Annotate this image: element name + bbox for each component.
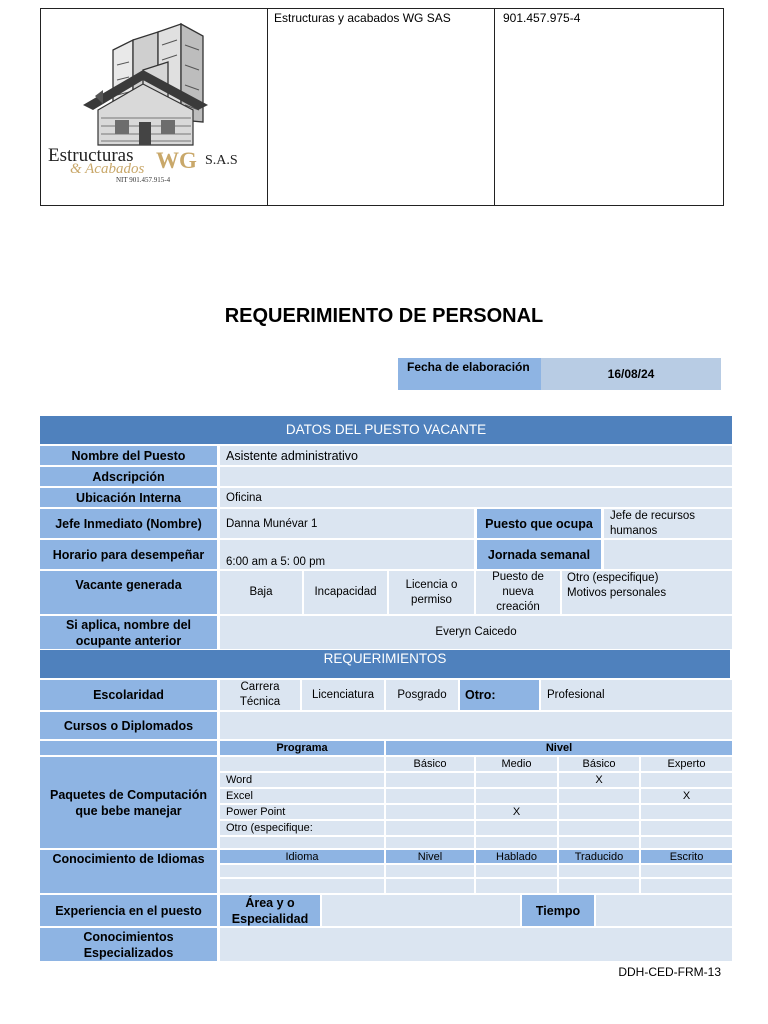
idiomas-cell[interactable] bbox=[559, 879, 639, 893]
idiomas-header-traducido: Traducido bbox=[559, 850, 639, 863]
ocupante-value[interactable]: Everyn Caicedo bbox=[220, 616, 732, 649]
tiempo-label: Tiempo bbox=[522, 895, 594, 926]
program-level-cell[interactable]: X bbox=[559, 773, 639, 787]
program-level-cell[interactable]: X bbox=[641, 789, 732, 803]
paquetes-grid bbox=[220, 757, 732, 848]
idiomas-cell[interactable] bbox=[386, 865, 474, 877]
horario-label: Horario para desempeñar bbox=[40, 540, 217, 569]
experiencia-label: Experiencia en el puesto bbox=[40, 895, 217, 926]
paquetes-label: Paquetes de Computación que bebe manejar bbox=[40, 757, 217, 848]
nombre-puesto-value[interactable]: Asistente administrativo bbox=[220, 446, 732, 465]
jornada-value[interactable] bbox=[604, 540, 732, 569]
program-level-cell[interactable] bbox=[476, 773, 557, 787]
date-label: Fecha de elaboración bbox=[398, 358, 541, 390]
idiomas-header-nivel: Nivel bbox=[386, 850, 474, 863]
escolaridad-otro-value[interactable]: Profesional bbox=[541, 680, 732, 710]
program-level-cell[interactable] bbox=[559, 821, 639, 835]
escolaridad-label: Escolaridad bbox=[40, 680, 217, 710]
ocupante-label: Si aplica, nombre del ocupante anterior bbox=[40, 616, 217, 649]
program-level-cell[interactable]: X bbox=[476, 805, 557, 819]
idiomas-cell[interactable] bbox=[386, 879, 474, 893]
section-datos-header: DATOS DEL PUESTO VACANTE bbox=[40, 416, 732, 444]
vacante-otro-value: Motivos personales bbox=[567, 587, 667, 599]
program-level-cell[interactable] bbox=[559, 789, 639, 803]
paquetes-level-blank bbox=[220, 757, 384, 771]
jornada-label: Jornada semanal bbox=[477, 540, 601, 569]
idiomas-grid bbox=[220, 850, 732, 893]
jefe-label: Jefe Inmediato (Nombre) bbox=[40, 509, 217, 538]
ubicacion-value[interactable]: Oficina bbox=[220, 488, 732, 507]
section-requerimientos-header: REQUERIMIENTOS bbox=[40, 650, 730, 678]
escolaridad-licenciatura[interactable]: Licenciatura bbox=[302, 680, 384, 710]
tiempo-value[interactable] bbox=[596, 895, 732, 926]
logo-line1: Estructuras bbox=[48, 145, 134, 166]
program-blank-cell[interactable] bbox=[641, 837, 732, 848]
program-name: Excel bbox=[220, 789, 384, 803]
program-level-cell[interactable] bbox=[641, 821, 732, 835]
vacante-option-baja[interactable]: Baja bbox=[220, 571, 302, 614]
puesto-ocupa-label: Puesto que ocupa bbox=[477, 509, 601, 538]
escolaridad-otro-label: Otro: bbox=[460, 680, 539, 710]
program-level-cell[interactable] bbox=[386, 805, 474, 819]
vacante-otro-label: Otro (especifique) bbox=[567, 572, 659, 584]
company-nit: 901.457.975-4 bbox=[503, 11, 581, 25]
idiomas-cell[interactable] bbox=[559, 865, 639, 877]
area-label: Área y o Especialidad bbox=[220, 895, 320, 926]
vacante-option-nueva[interactable]: Puesto de nueva creación bbox=[476, 571, 560, 614]
idiomas-cell[interactable] bbox=[220, 865, 384, 877]
horario-value[interactable]: 6:00 am a 5: 00 pm bbox=[220, 540, 474, 569]
conocimientos-label: Conocimientos Especializados bbox=[40, 928, 217, 961]
cursos-value[interactable] bbox=[220, 712, 732, 739]
escolaridad-tecnica[interactable]: Carrera Técnica bbox=[220, 680, 300, 710]
programa-header: Programa bbox=[220, 741, 384, 755]
logo-suffix: S.A.S bbox=[205, 153, 238, 168]
adscripcion-value[interactable] bbox=[220, 467, 732, 486]
vacante-otro[interactable] bbox=[562, 571, 732, 614]
vacante-option-licencia[interactable]: Licencia o permiso bbox=[389, 571, 474, 614]
conocimientos-value[interactable] bbox=[220, 928, 732, 961]
idiomas-cell[interactable] bbox=[476, 879, 557, 893]
program-name: Power Point bbox=[220, 805, 384, 819]
nivel-header: Nivel bbox=[386, 741, 732, 755]
area-value[interactable] bbox=[322, 895, 520, 926]
program-blank-cell[interactable] bbox=[220, 837, 384, 848]
form-code: DDH-CED-FRM-13 bbox=[618, 965, 721, 979]
idiomas-cell[interactable] bbox=[476, 865, 557, 877]
jefe-value[interactable]: Danna Munévar 1 bbox=[220, 509, 474, 538]
idiomas-label: Conocimiento de Idiomas bbox=[40, 850, 217, 893]
idiomas-header-idioma: Idioma bbox=[220, 850, 384, 863]
nombre-puesto-label: Nombre del Puesto bbox=[40, 446, 217, 465]
ubicacion-label: Ubicación Interna bbox=[40, 488, 217, 507]
level-header-basico-2: Básico bbox=[559, 757, 639, 771]
page-title: REQUERIMIENTO DE PERSONAL bbox=[224, 305, 544, 327]
date-value: 16/08/24 bbox=[541, 358, 721, 390]
program-level-cell[interactable] bbox=[386, 821, 474, 835]
company-logo bbox=[43, 10, 265, 204]
program-level-cell[interactable] bbox=[641, 805, 732, 819]
idiomas-header-hablado: Hablado bbox=[476, 850, 557, 863]
program-blank-cell[interactable] bbox=[386, 837, 474, 848]
level-header-basico: Básico bbox=[386, 757, 474, 771]
program-level-cell[interactable] bbox=[476, 821, 557, 835]
program-level-cell[interactable] bbox=[476, 789, 557, 803]
program-blank-cell[interactable] bbox=[476, 837, 557, 848]
level-header-medio: Medio bbox=[476, 757, 557, 771]
vacante-option-incapacidad[interactable]: Incapacidad bbox=[304, 571, 387, 614]
program-level-cell[interactable] bbox=[559, 805, 639, 819]
program-name: Otro (especifique: bbox=[220, 821, 384, 835]
program-name: Word bbox=[220, 773, 384, 787]
idiomas-header-escrito: Escrito bbox=[641, 850, 732, 863]
program-level-cell[interactable] bbox=[386, 773, 474, 787]
idiomas-cell[interactable] bbox=[641, 865, 732, 877]
logo-nit: NIT 901.457.915-4 bbox=[116, 176, 171, 184]
program-level-cell[interactable] bbox=[641, 773, 732, 787]
idiomas-cell[interactable] bbox=[220, 879, 384, 893]
program-blank-cell[interactable] bbox=[559, 837, 639, 848]
paquetes-header-spacer bbox=[40, 741, 217, 755]
company-name: Estructuras y acabados WG SAS bbox=[274, 11, 451, 25]
escolaridad-posgrado[interactable]: Posgrado bbox=[386, 680, 458, 710]
logo-line2: & Acabados bbox=[70, 161, 145, 177]
cursos-label: Cursos o Diplomados bbox=[40, 712, 217, 739]
adscripcion-label: Adscripción bbox=[40, 467, 217, 486]
vacante-label: Vacante generada bbox=[40, 571, 217, 614]
program-level-cell[interactable] bbox=[386, 789, 474, 803]
level-header-experto: Experto bbox=[641, 757, 732, 771]
logo-brand: WG bbox=[156, 148, 197, 173]
idiomas-cell[interactable] bbox=[641, 879, 732, 893]
puesto-ocupa-value[interactable]: Jefe de recursos humanos bbox=[604, 509, 732, 538]
